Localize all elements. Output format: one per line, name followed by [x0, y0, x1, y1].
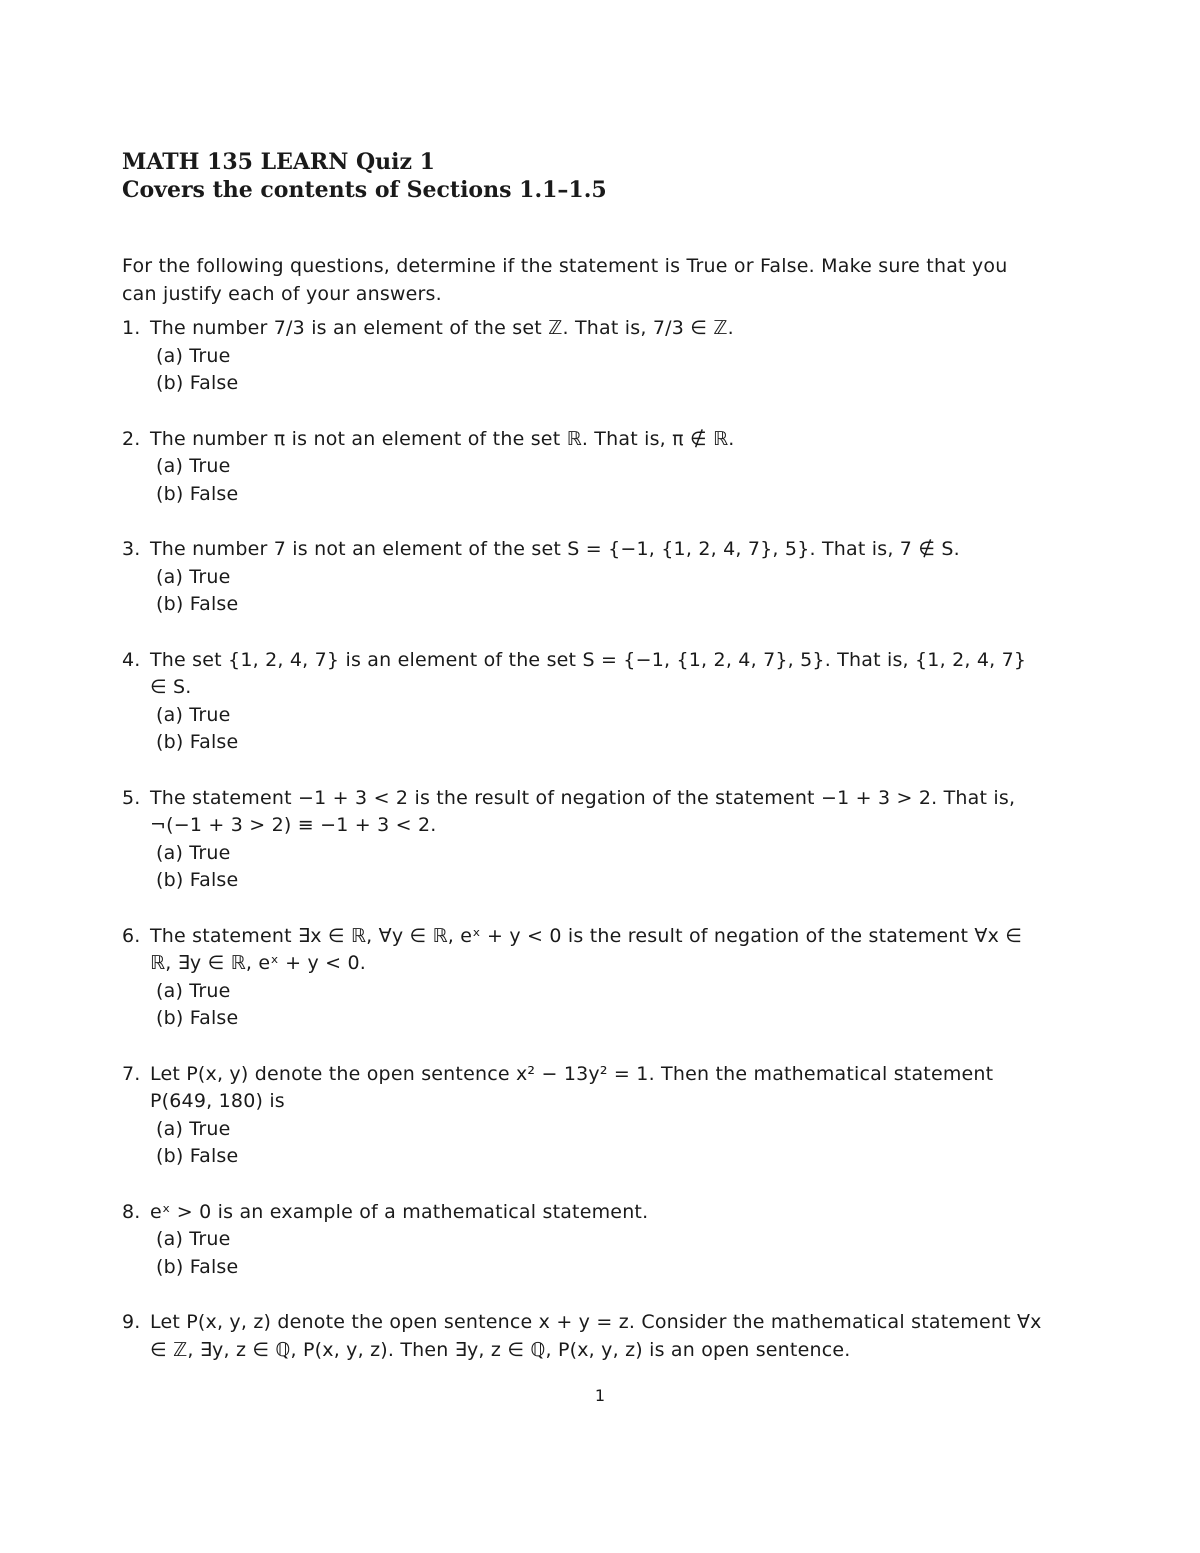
question-spacer	[122, 895, 1042, 923]
question-number: 4.	[122, 648, 141, 671]
question-text: eˣ > 0 is an example of a mathematical statement.	[150, 1200, 649, 1223]
question-spacer	[122, 1171, 1042, 1199]
question-body	[150, 923, 1042, 1033]
question-number: 9.	[122, 1311, 141, 1333]
question-spacer	[122, 398, 1042, 426]
question-item	[122, 923, 1042, 1033]
page-number: 1	[594, 1386, 606, 1405]
question-body	[150, 1061, 1042, 1171]
question-spacer	[122, 619, 1042, 647]
question-item	[122, 785, 1042, 895]
question-text: The set {1, 2, 4, 7} is an element of the set S = {−1, {1, 2, 4, 7}, 5}. That is, {1, 2, 4, 7} ∈ S.	[150, 648, 1027, 698]
question-text: The number π is not an element of the set ℝ. That is, π ∉ ℝ.	[150, 427, 735, 450]
option-false: (b) False	[156, 869, 239, 891]
question-text: The number 7/3 is an element of the set ℤ. That is, 7/3 ∈ ℤ.	[150, 317, 734, 339]
option-false: (b) False	[156, 731, 239, 753]
quiz-page	[122, 148, 1042, 1364]
instructions: For the following questions, determine if the statement is True or False. Make sure that you can justify each of your answers.	[122, 255, 1008, 305]
question-body	[150, 315, 1042, 398]
question-text: Let P(x, y) denote the open sentence x² − 13y² = 1. Then the mathematical statement P(649, 180) is	[150, 1062, 994, 1112]
option-true: (a) True	[156, 344, 231, 367]
question-body	[150, 426, 1042, 509]
question-body	[150, 1199, 1042, 1282]
question-number: 7.	[122, 1062, 141, 1085]
option-false: (b) False	[156, 1145, 239, 1167]
question-item	[122, 1199, 1042, 1282]
question-text: Let P(x, y, z) denote the open sentence x + y = z. Consider the mathematical statement ∀x ∈ ℤ, ∃y, z ∈ ℚ, P(x, y, z). Then ∃y, z ∈ ℚ, P(x, y, z) is an open sentence.	[150, 1311, 1042, 1361]
question-item	[122, 1061, 1042, 1171]
question-number: 2.	[122, 427, 141, 450]
question-number: 8.	[122, 1200, 141, 1223]
option-true: (a) True	[156, 1228, 231, 1250]
option-true: (a) True	[156, 565, 231, 588]
question-body	[150, 1309, 1042, 1364]
question-item	[122, 536, 1042, 619]
option-false: (b) False	[156, 1007, 239, 1029]
question-item	[122, 426, 1042, 509]
question-item	[122, 647, 1042, 757]
question-text: The statement −1 + 3 < 2 is the result of negation of the statement −1 + 3 > 2. That is, ¬(−1 + 3 > 2) ≡ −1 + 3 < 2.	[150, 786, 1016, 836]
quiz-title: MATH 135 LEARN Quiz 1	[122, 149, 435, 175]
question-spacer	[122, 508, 1042, 536]
question-list	[122, 315, 1042, 1364]
question-item	[122, 315, 1042, 398]
option-true: (a) True	[156, 841, 231, 864]
question-number: 1.	[122, 317, 141, 339]
option-false: (b) False	[156, 593, 239, 615]
option-true: (a) True	[156, 455, 231, 477]
question-body	[150, 785, 1042, 895]
option-true: (a) True	[156, 1117, 231, 1140]
question-number: 5.	[122, 786, 141, 809]
option-false: (b) False	[156, 1255, 239, 1278]
question-body	[150, 647, 1042, 757]
question-number: 6.	[122, 924, 141, 947]
quiz-subtitle: Covers the contents of Sections 1.1–1.5	[122, 177, 607, 203]
question-spacer	[122, 1033, 1042, 1061]
question-number: 3.	[122, 538, 141, 560]
question-body	[150, 536, 1042, 619]
option-true: (a) True	[156, 703, 231, 726]
question-text: The statement ∃x ∈ ℝ, ∀y ∈ ℝ, eˣ + y < 0 is the result of negation of the statement ∀x ∈ ℝ, ∃y ∈ ℝ, eˣ + y < 0.	[150, 924, 1023, 974]
question-spacer	[122, 757, 1042, 785]
option-false: (b) False	[156, 482, 239, 505]
question-item	[122, 1309, 1042, 1364]
option-false: (b) False	[156, 372, 239, 394]
question-text: The number 7 is not an element of the set S = {−1, {1, 2, 4, 7}, 5}. That is, 7 ∉ S.	[150, 538, 960, 560]
question-spacer	[122, 1281, 1042, 1309]
option-true: (a) True	[156, 979, 231, 1002]
